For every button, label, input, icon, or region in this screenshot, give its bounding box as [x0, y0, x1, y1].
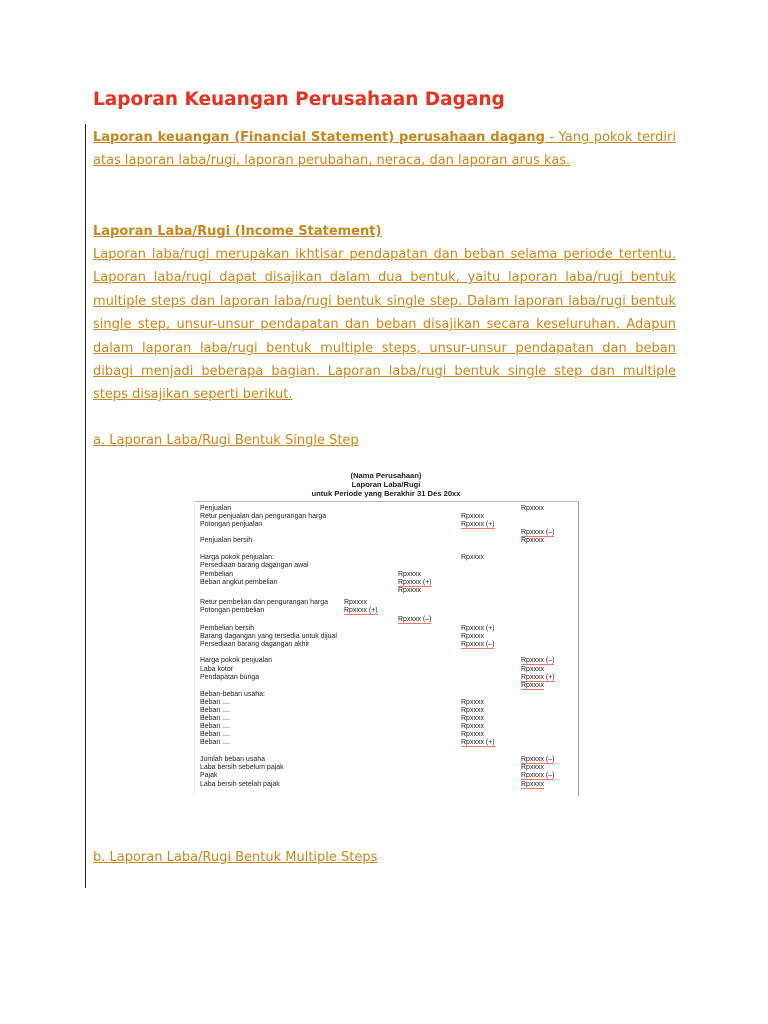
figure-row-value: Rpxxxx (–)	[521, 756, 555, 763]
section-a-link[interactable]: a. Laporan Laba/Rugi Bentuk Single Step	[93, 433, 359, 448]
figure-row-value: Rpxxxx (+)	[521, 674, 555, 681]
intro-rest-link[interactable]: - Yang pokok terdiri atas laporan laba/rugi, laporan perubahan, neraca, dan laporan arus kas.	[93, 130, 676, 169]
figure-row-label: Harga pokok penjualan	[200, 657, 272, 664]
figure-row-label: Penjualan bersih	[200, 537, 253, 544]
figure-row-label: Penjualan	[200, 505, 232, 512]
figure-row-value: Rpxxxx (–)	[521, 657, 555, 664]
figure-row-value: Rpxxxx	[461, 554, 484, 561]
figure-row-label: Beban ....	[200, 723, 230, 730]
figure-row-value: Rpxxxx (+)	[461, 625, 495, 632]
figure-row-label: Potongan penjualan	[200, 521, 263, 528]
figure-row-value: Rpxxxx	[461, 513, 484, 520]
figure-period: untuk Periode yang Berakhir 31 Des 20xx	[311, 489, 461, 498]
figure-row-value: Rpxxxx (+)	[461, 521, 495, 528]
income-statement-figure	[194, 468, 578, 796]
figure-row-label: Beban ....	[200, 731, 230, 738]
figure-row-label: Retur pembelian dan pengurangan harga	[200, 599, 329, 606]
figure-row-value: Rpxxxx	[521, 537, 544, 544]
figure-row-label: Pembelian	[200, 571, 234, 578]
section-b-link[interactable]: b. Laporan Laba/Rugi Bentuk Multiple Steps	[93, 850, 378, 865]
figure-row-label: Pendapatan bunga	[200, 674, 260, 681]
figure-row-value: Rpxxxx (–)	[461, 641, 495, 648]
figure-row-label: Beban ....	[200, 739, 230, 746]
page-title: Laporan Keuangan Perusahaan Dagang	[93, 89, 505, 110]
figure-title: Laporan Laba/Rugi	[351, 480, 421, 489]
figure-row-label: Potongan pembelian	[200, 607, 265, 614]
figure-company-name: (Nama Perusahaan)	[350, 471, 422, 480]
figure-row-value: Rpxxxx	[521, 781, 544, 788]
intro-paragraph	[93, 126, 676, 173]
left-border-line	[85, 124, 86, 888]
figure-row-label: Beban-beban usaha:	[200, 691, 265, 698]
intro-lead-link[interactable]: Laporan keuangan (Financial Statement) perusahaan dagang	[93, 130, 545, 145]
figure-row-value: Rpxxxx	[521, 666, 544, 673]
figure-row-label: Laba bersih sebelum pajak	[200, 764, 284, 771]
figure-row-value: Rpxxxx (+)	[344, 607, 378, 614]
figure-row-label: Beban ....	[200, 707, 230, 714]
figure-row-label: Beban ....	[200, 699, 230, 706]
figure-row-value: Rpxxxx	[461, 707, 484, 714]
figure-row-label: Pembelian bersih	[200, 625, 255, 632]
figure-row-label: Barang dagangan yang tersedia untuk dijual	[200, 633, 337, 640]
figure-row-value: Rpxxxx	[398, 587, 421, 594]
figure-row-value: Rpxxxx	[344, 599, 367, 606]
figure-row-value: Rpxxxx (+)	[398, 579, 432, 586]
figure-row-value: Rpxxxx (–)	[521, 772, 555, 779]
figure-row-value: Rpxxxx	[461, 731, 484, 738]
figure-row-label: Laba kotor	[200, 666, 234, 673]
figure-row-value: Rpxxxx	[461, 633, 484, 640]
figure-table	[194, 501, 579, 796]
figure-row-value: Rpxxxx	[461, 723, 484, 730]
figure-row-value: Rpxxxx (+)	[461, 739, 495, 746]
income-heading-link[interactable]: Laporan Laba/Rugi (Income Statement)	[93, 224, 382, 239]
figure-row-value: Rpxxxx (–)	[521, 529, 555, 536]
figure-row-label: Harga pokok penjualan:	[200, 554, 274, 561]
figure-row-label: Jumlah beban usaha	[200, 756, 265, 763]
income-body-link[interactable]: Laporan laba/rugi merupakan ikhtisar pendapatan dan beban selama periode tertentu. Laporan laba/rugi dapat disajikan dalam dua bentuk, yaitu laporan laba/rugi bentuk multiple steps dan laporan laba/rugi bentuk single step. Dalam laporan laba/rugi bentuk single step, unsur-unsur pendapatan dan beban disajikan secara keseluruhan. Adapun dalam laporan laba/rugi bentuk multiple steps, unsur-unsur pendapatan dan beban dibagi menjadi beberapa bagian. Laporan laba/rugi bentuk single step dan multiple steps disajikan seperti berikut.	[93, 247, 676, 403]
figure-row-label: Beban angkut pembelian	[200, 579, 278, 586]
figure-row-value: Rpxxxx	[521, 764, 544, 771]
figure-row-value: Rpxxxx	[398, 571, 421, 578]
figure-row-label: Persediaan barang dagangan awal	[200, 562, 309, 569]
figure-row-label: Laba bersih setelah pajak	[200, 781, 280, 788]
figure-row-label: Persediaan barang dagangan akhir	[200, 641, 310, 648]
figure-row-value: Rpxxxx	[521, 682, 544, 689]
figure-row-label: Pajak	[200, 772, 218, 779]
figure-row-value: Rpxxxx	[521, 505, 544, 512]
figure-row-value: Rpxxxx	[461, 715, 484, 722]
figure-row-value: Rpxxxx (–)	[398, 616, 432, 623]
figure-row-label: Retur penjualan dan pengurangan harga	[200, 513, 327, 520]
figure-row-label: Beban ....	[200, 715, 230, 722]
figure-row-value: Rpxxxx	[461, 699, 484, 706]
